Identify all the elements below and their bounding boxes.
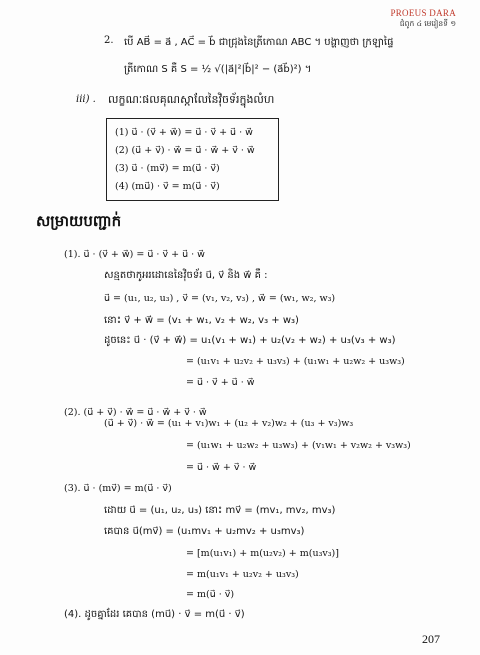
proof-line: ដូចនេះ u⃗ · (v⃗ + w⃗) = u₁(v₁ + w₁) + u₂(v₂ + w₂) + u₃(v₃ + w₃) xyxy=(104,335,396,346)
proof-line: (4). ដូចគ្នាដែរ គេបាន (mu⃗) · v⃗ = m(u⃗ · v⃗) xyxy=(64,609,245,620)
brand-label: PROEUS DARA xyxy=(390,8,456,18)
proof-line: (1). u⃗ · (v⃗ + w⃗) = u⃗ · v⃗ + u⃗ · w⃗ xyxy=(64,249,205,260)
page-number: 207 xyxy=(422,632,440,646)
exercise-2-line1: បើ AB⃗ = a⃗ , AC⃗ = b⃗ ជាជ្រុងនៃត្រីកោណ ABC ។ បង្ហាញថា ក្រឡាផ្ទៃ xyxy=(124,37,394,48)
proof-line: (3). u⃗ · (mv⃗) = m(u⃗ · v⃗) xyxy=(64,483,172,494)
proof-line: នោះ v⃗ + w⃗ = (v₁ + w₁, v₂ + w₂, v₃ + w₃) xyxy=(104,315,299,326)
property-row: (1) u⃗ · (v⃗ + w⃗) = u⃗ · v⃗ + u⃗ · w⃗ xyxy=(115,127,253,138)
running-header xyxy=(390,8,456,30)
proof-line: = u⃗ · w⃗ + v⃗ · w⃗ xyxy=(186,462,257,473)
exercise-2-number: 2. xyxy=(104,35,114,46)
chapter-label: ជំពូក ៤ មេរៀនទី ១ xyxy=(399,19,456,28)
proof-line: (u⃗ + v⃗) · w⃗ = (u₁ + v₁)w₁ + (u₂ + v₂)w₂ + (u₃ + v₃)w₃ xyxy=(104,418,354,429)
proof-line: = m(u₁v₁ + u₂v₂ + u₃v₃) xyxy=(186,569,299,580)
proof-line: = (u₁w₁ + u₂w₂ + u₃w₃) + (v₁w₁ + v₂w₂ + v₃w₃) xyxy=(186,440,411,451)
part-iii-label: iii) . xyxy=(76,94,96,105)
proof-line: = (u₁v₁ + u₂v₂ + u₃v₃) + (u₁w₁ + u₂w₂ + u₃w₃) xyxy=(186,356,405,367)
proof-line: u⃗ = (u₁, u₂, u₃) , v⃗ = (v₁, v₂, v₃) , w⃗ = (w₁, w₂, w₃) xyxy=(104,293,336,304)
proof-line: គេបាន u⃗(mv⃗) = (u₁mv₁ + u₂mv₂ + u₃mv₃) xyxy=(104,526,305,537)
proof-line: សន្មតថាកូអរដោនេនៃវ៉ិចទ័រ u⃗, v⃗ និង w⃗ គឺ : xyxy=(104,270,268,281)
property-row: (2) (u⃗ + v⃗) · w⃗ = u⃗ · w⃗ + v⃗ · w⃗ xyxy=(115,145,255,156)
property-row: (4) (mu⃗) · v⃗ = m(u⃗ · v⃗) xyxy=(115,181,220,192)
properties-box xyxy=(106,118,279,201)
part-iii-title: លក្ខណៈផលគុណស្កាលែនៃវ៉ិចទ័រក្នុងលំហ xyxy=(108,93,275,106)
proof-heading: សម្រាយបញ្ជាក់ xyxy=(36,212,122,230)
proof-line: ដោយ u⃗ = (u₁, u₂, u₃) នោះ mv⃗ = (mv₁, mv₂, mv₃) xyxy=(104,505,336,516)
proof-line: (2). (u⃗ + v⃗) · w⃗ = u⃗ · w⃗ + v⃗ · w⃗ xyxy=(64,407,207,418)
proof-line: = m(u⃗ · v⃗) xyxy=(186,589,235,600)
proof-line: = u⃗ · v⃗ + u⃗ · w⃗ xyxy=(186,377,255,388)
proof-line: = [m(u₁v₁) + m(u₂v₂) + m(u₃v₃)] xyxy=(186,548,339,559)
property-row: (3) u⃗ · (mv⃗) = m(u⃗ · v⃗) xyxy=(115,163,220,174)
exercise-2-line2: ត្រីកោណ S គឺ S = ½ √(|a⃗|²|b⃗|² − (a⃗b⃗)²) ។ xyxy=(124,64,312,75)
